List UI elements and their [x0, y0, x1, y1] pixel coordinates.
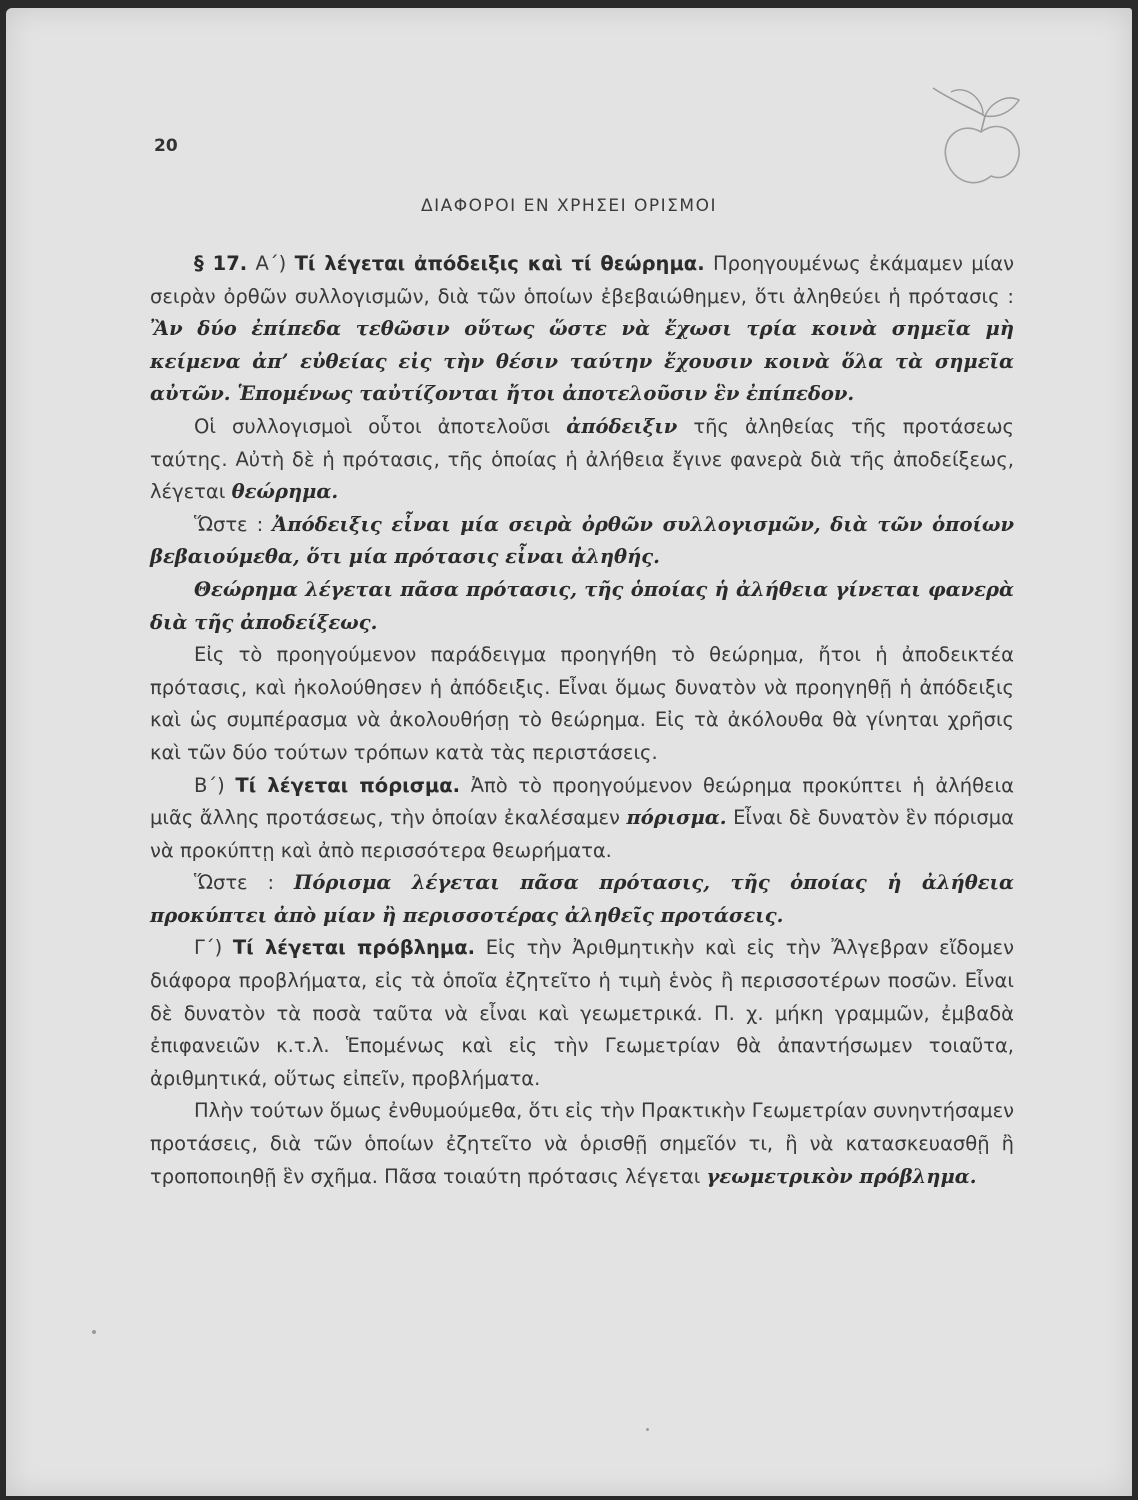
paragraph-text: Πλὴν τούτων ὅμως ἐνθυμούμεθα, ὅτι εἰς τὴν Πρακτικὴν Γεωμετρίαν συνηντήσαμεν προτάσεις, διὰ τῶν ὁποίων ἐζητεῖτο νὰ ὁρισθῇ σημεῖόν τι, ἢ νὰ κατασκευασθῇ ἢ τροποποιηθῇ ἓν σχῆμα. Πᾶσα τοιαύτη πρότασις λέγεται	[150, 1099, 1014, 1188]
definition-corollary	[150, 867, 1014, 932]
paragraph-text: Εἰς τὸ προηγούμενον παράδειγμα προηγήθη τὸ θεώρημα, ἤτοι ἡ ἀποδεικτέα πρότασις, καὶ ἠκολούθησεν ἡ ἀπόδειξις. Εἶναι ὅμως δυνατὸν νὰ προηγηθῇ ἡ ἀπόδειξις καὶ ὡς συμπέρασμα νὰ ἀκολουθήσῃ τὸ θεώρημα. Εἰς τὰ ἀκόλουθα θὰ γίνηται χρῆσις καὶ τῶν δύο τούτων τρόπων κατὰ τὰς περιστάσεις.	[150, 643, 1014, 764]
paper-speck	[92, 1330, 96, 1334]
definition-theorem	[150, 574, 1014, 639]
term-proof: ἀπόδειξιν	[566, 414, 678, 438]
term-corollary: πόρισμα.	[626, 806, 727, 830]
definition-proof	[150, 509, 1014, 574]
paragraph-text: Ἀπὸ τὸ προηγούμενον θεώρημα προκύπτει ἡ ἀλήθεια μιᾶς ἄλλης προτάσεως, τὴν ὁποίαν ἐκαλέσαμεν	[150, 773, 1014, 830]
section-number: § 17.	[194, 252, 248, 275]
subsection-heading: Τί λέγεται πόρισμα.	[235, 773, 461, 797]
subsection-label: Γ΄)	[194, 936, 223, 960]
term-theorem: θεώρημα.	[231, 480, 339, 504]
term-problem: γεωμετρικὸν πρόβλημα.	[706, 1164, 977, 1188]
book-page	[6, 8, 1132, 1496]
paragraph-text: Οἱ συλλογισμοὶ οὗτοι ἀποτελοῦσι	[194, 414, 551, 438]
paragraph-text: τῆς ἀληθείας τῆς προτάσεως ταύτης. Αὐτὴ δὲ ἡ πρότασις, τῆς ὁποίας ἡ ἀλήθεια ἔγινε φανερὰ διὰ τῆς ἀποδείξεως, λέγεται	[150, 414, 1015, 504]
definition-text: Ἀπόδειξις εἶναι μία σειρὰ ὀρθῶν συλλογισμῶν, διὰ τῶν ὁποίων βεβαιούμεθα, ὅτι μία πρότασις εἶναι ἀληθής.	[150, 512, 1014, 569]
paragraph-17b	[150, 770, 1014, 868]
theorem-statement: Ἂν δύο ἐπίπεδα τεθῶσιν οὕτως ὥστε νὰ ἔχωσι τρία κοινὰ σημεῖα μὴ κείμενα ἀπ’ εὐθείας εἰς τὴν θέσιν ταύτην ἔχουσιν κοινὰ ὅλα τὰ σημεῖα αὐτῶν. Ἑπομένως ταὐτίζονται ἤτοι ἀποτελοῦσιν ἓν ἐπίπεδον.	[150, 317, 1014, 406]
paragraph-text: Εἶναι δὲ δυνατὸν ἓν πόρισμα νὰ προκύπτῃ καὶ ἀπὸ περισσότερα θεωρήματα.	[150, 806, 1014, 862]
definition-lead: Ὥστε :	[194, 512, 264, 536]
paragraph-17c	[150, 932, 1014, 1095]
paragraph-17a	[150, 248, 1014, 411]
paragraph-text: Προηγουμένως ἐκάμαμεν μίαν σειρὰν ὀρθῶν συλλογισμῶν, διὰ τῶν ὁποίων ἐβεβαιώθημεν, ὅτι ἀληθεύει ἡ πρότασις :	[150, 252, 1015, 308]
definition-text: Πόρισμα λέγεται πᾶσα πρότασις, τῆς ὁποίας ἡ ἀλήθεια προκύπτει ἀπὸ μίαν ἢ περισσοτέρας ἀληθεῖς προτάσεις.	[150, 871, 1014, 927]
paragraph-problem	[150, 1095, 1014, 1193]
paper-speck	[646, 1428, 649, 1431]
subsection-heading: Τί λέγεται ἀπόδειξις καὶ τί θεώρημα.	[294, 252, 705, 275]
apple-sketch-icon	[921, 80, 1031, 200]
body-text	[150, 248, 1014, 1193]
paragraph-proof	[150, 411, 1014, 509]
subsection-label: Β΄)	[194, 773, 225, 797]
chapter-title: ΔΙΑΦΟΡΟΙ ΕΝ ΧΡΗΣΕΙ ΟΡΙΣΜΟΙ	[421, 196, 717, 216]
paragraph-order	[150, 639, 1014, 769]
definition-text: Θεώρημα λέγεται πᾶσα πρότασις, τῆς ὁποίας ἡ ἀλήθεια γίνεται φανερὰ διὰ τῆς ἀποδείξεως.	[150, 577, 1014, 634]
subsection-label: Α΄)	[255, 252, 287, 275]
page-number: 20	[154, 136, 178, 156]
definition-lead: Ὥστε :	[194, 871, 275, 895]
subsection-heading: Τί λέγεται πρόβλημα.	[232, 936, 476, 960]
paragraph-text: Εἰς τὴν Ἀριθμητικὴν καὶ εἰς τὴν Ἄλγεβραν εἴδομεν διάφορα προβλήματα, εἰς τὰ ὁποῖα ἐζητεῖτο ἡ τιμὴ ἑνὸς ἢ περισσοτέρων ποσῶν. Εἶναι δὲ δυνατὸν τὰ ποσὰ ταῦτα νὰ εἶναι καὶ γεωμετρικά. Π. χ. μήκη γραμμῶν, ἐμβαδὰ ἐπιφανειῶν κ.τ.λ. Ἑπομένως καὶ εἰς τὴν Γεωμετρίαν θὰ ἀπαντήσωμεν τοιαῦτα, ἀριθμητικά, οὕτως εἰπεῖν, προβλήματα.	[150, 936, 1014, 1090]
